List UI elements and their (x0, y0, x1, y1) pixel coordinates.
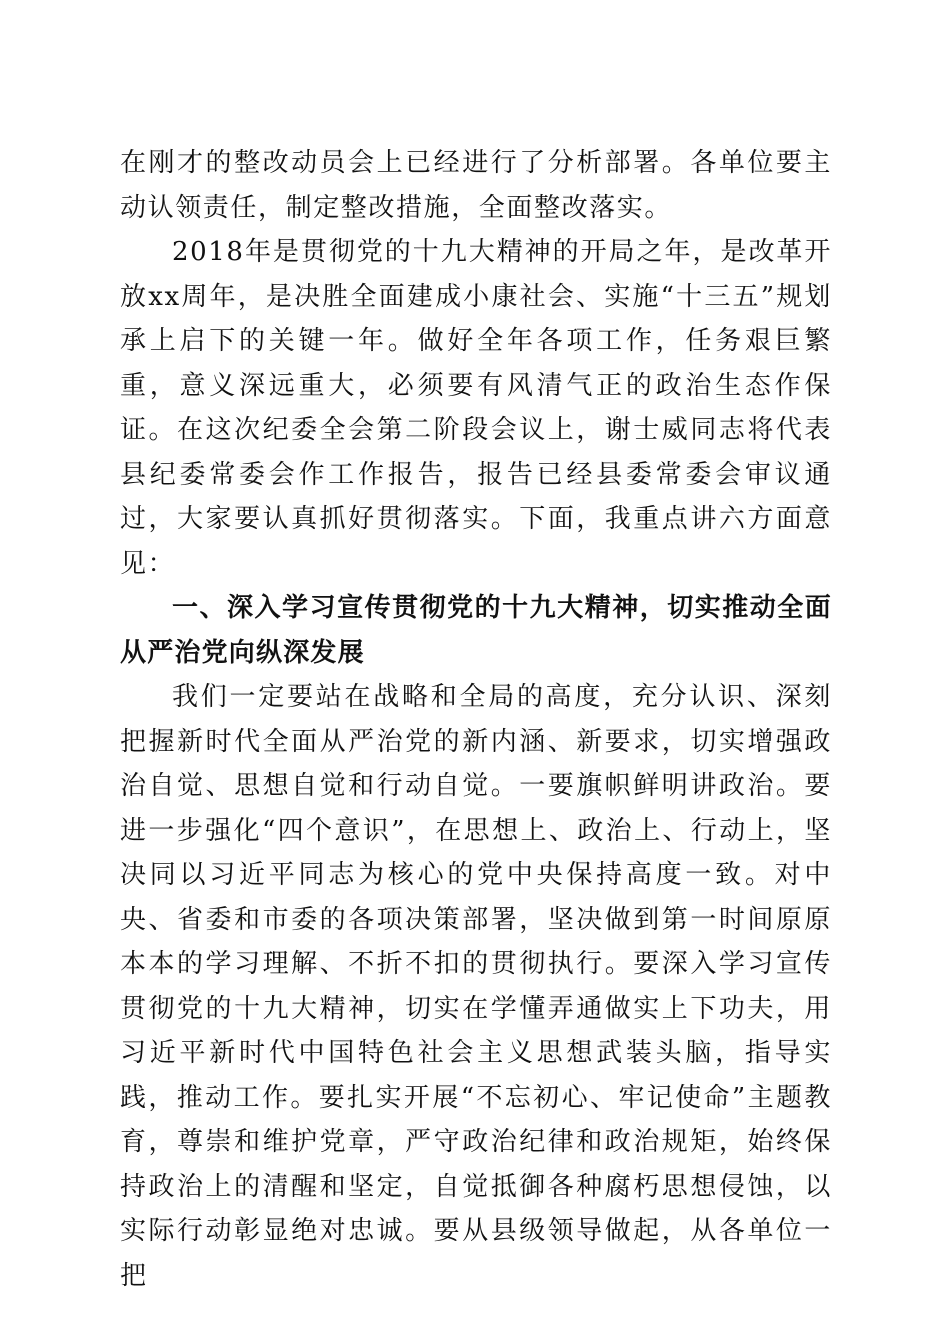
document-body (120, 141, 832, 1298)
paragraph-2018-context: 2018年是贯彻党的十九大精神的开局之年，是改革开放xx周年，是决胜全面建成小康社会、实施“十三五”规划承上启下的关键一年。做好全年各项工作，任务艰巨繁重，意义深远重大，必须要有风清气正的政治生态作保证。在这次纪委全会第二阶段会议上，谢士威同志将代表县纪委常委会作工作报告，报告已经县委常委会审议通过，大家要认真抓好贯彻落实。下面，我重点讲六方面意见： (120, 237, 832, 579)
paragraph-continuation: 在刚才的整改动员会上已经进行了分析部署。各单位要主动认领责任，制定整改措施，全面整改落实。 (120, 148, 832, 223)
paragraph-political-awareness: 我们一定要站在战略和全局的高度，充分认识、深刻把握新时代全面从严治党的新内涵、新要求，切实增强政治自觉、思想自觉和行动自觉。一要旗帜鲜明讲政治。要进一步强化“四个意识”，在思想上、政治上、行动上，坚决同以习近平同志为核心的党中央保持高度一致。对中央、省委和市委的各项决策部署，坚决做到第一时间原原本本的学习理解、不折不扣的贯彻执行。要深入学习宣传贯彻党的十九大精神，切实在学懂弄通做实上下功夫，用习近平新时代中国特色社会主义思想武装头脑，指导实践，推动工作。要扎实开展“不忘初心、牢记使命”主题教育，尊崇和维护党章，严守政治纪律和政治规矩，始终保持政治上的清醒和坚定，自觉抵御各种腐朽思想侵蚀，以实际行动彰显绝对忠诚。要从县级领导做起，从各单位一把 (120, 682, 832, 1291)
section-heading-1: 一、深入学习宣传贯彻党的十九大精神，切实推动全面从严治党向纵深发展 (120, 593, 832, 668)
